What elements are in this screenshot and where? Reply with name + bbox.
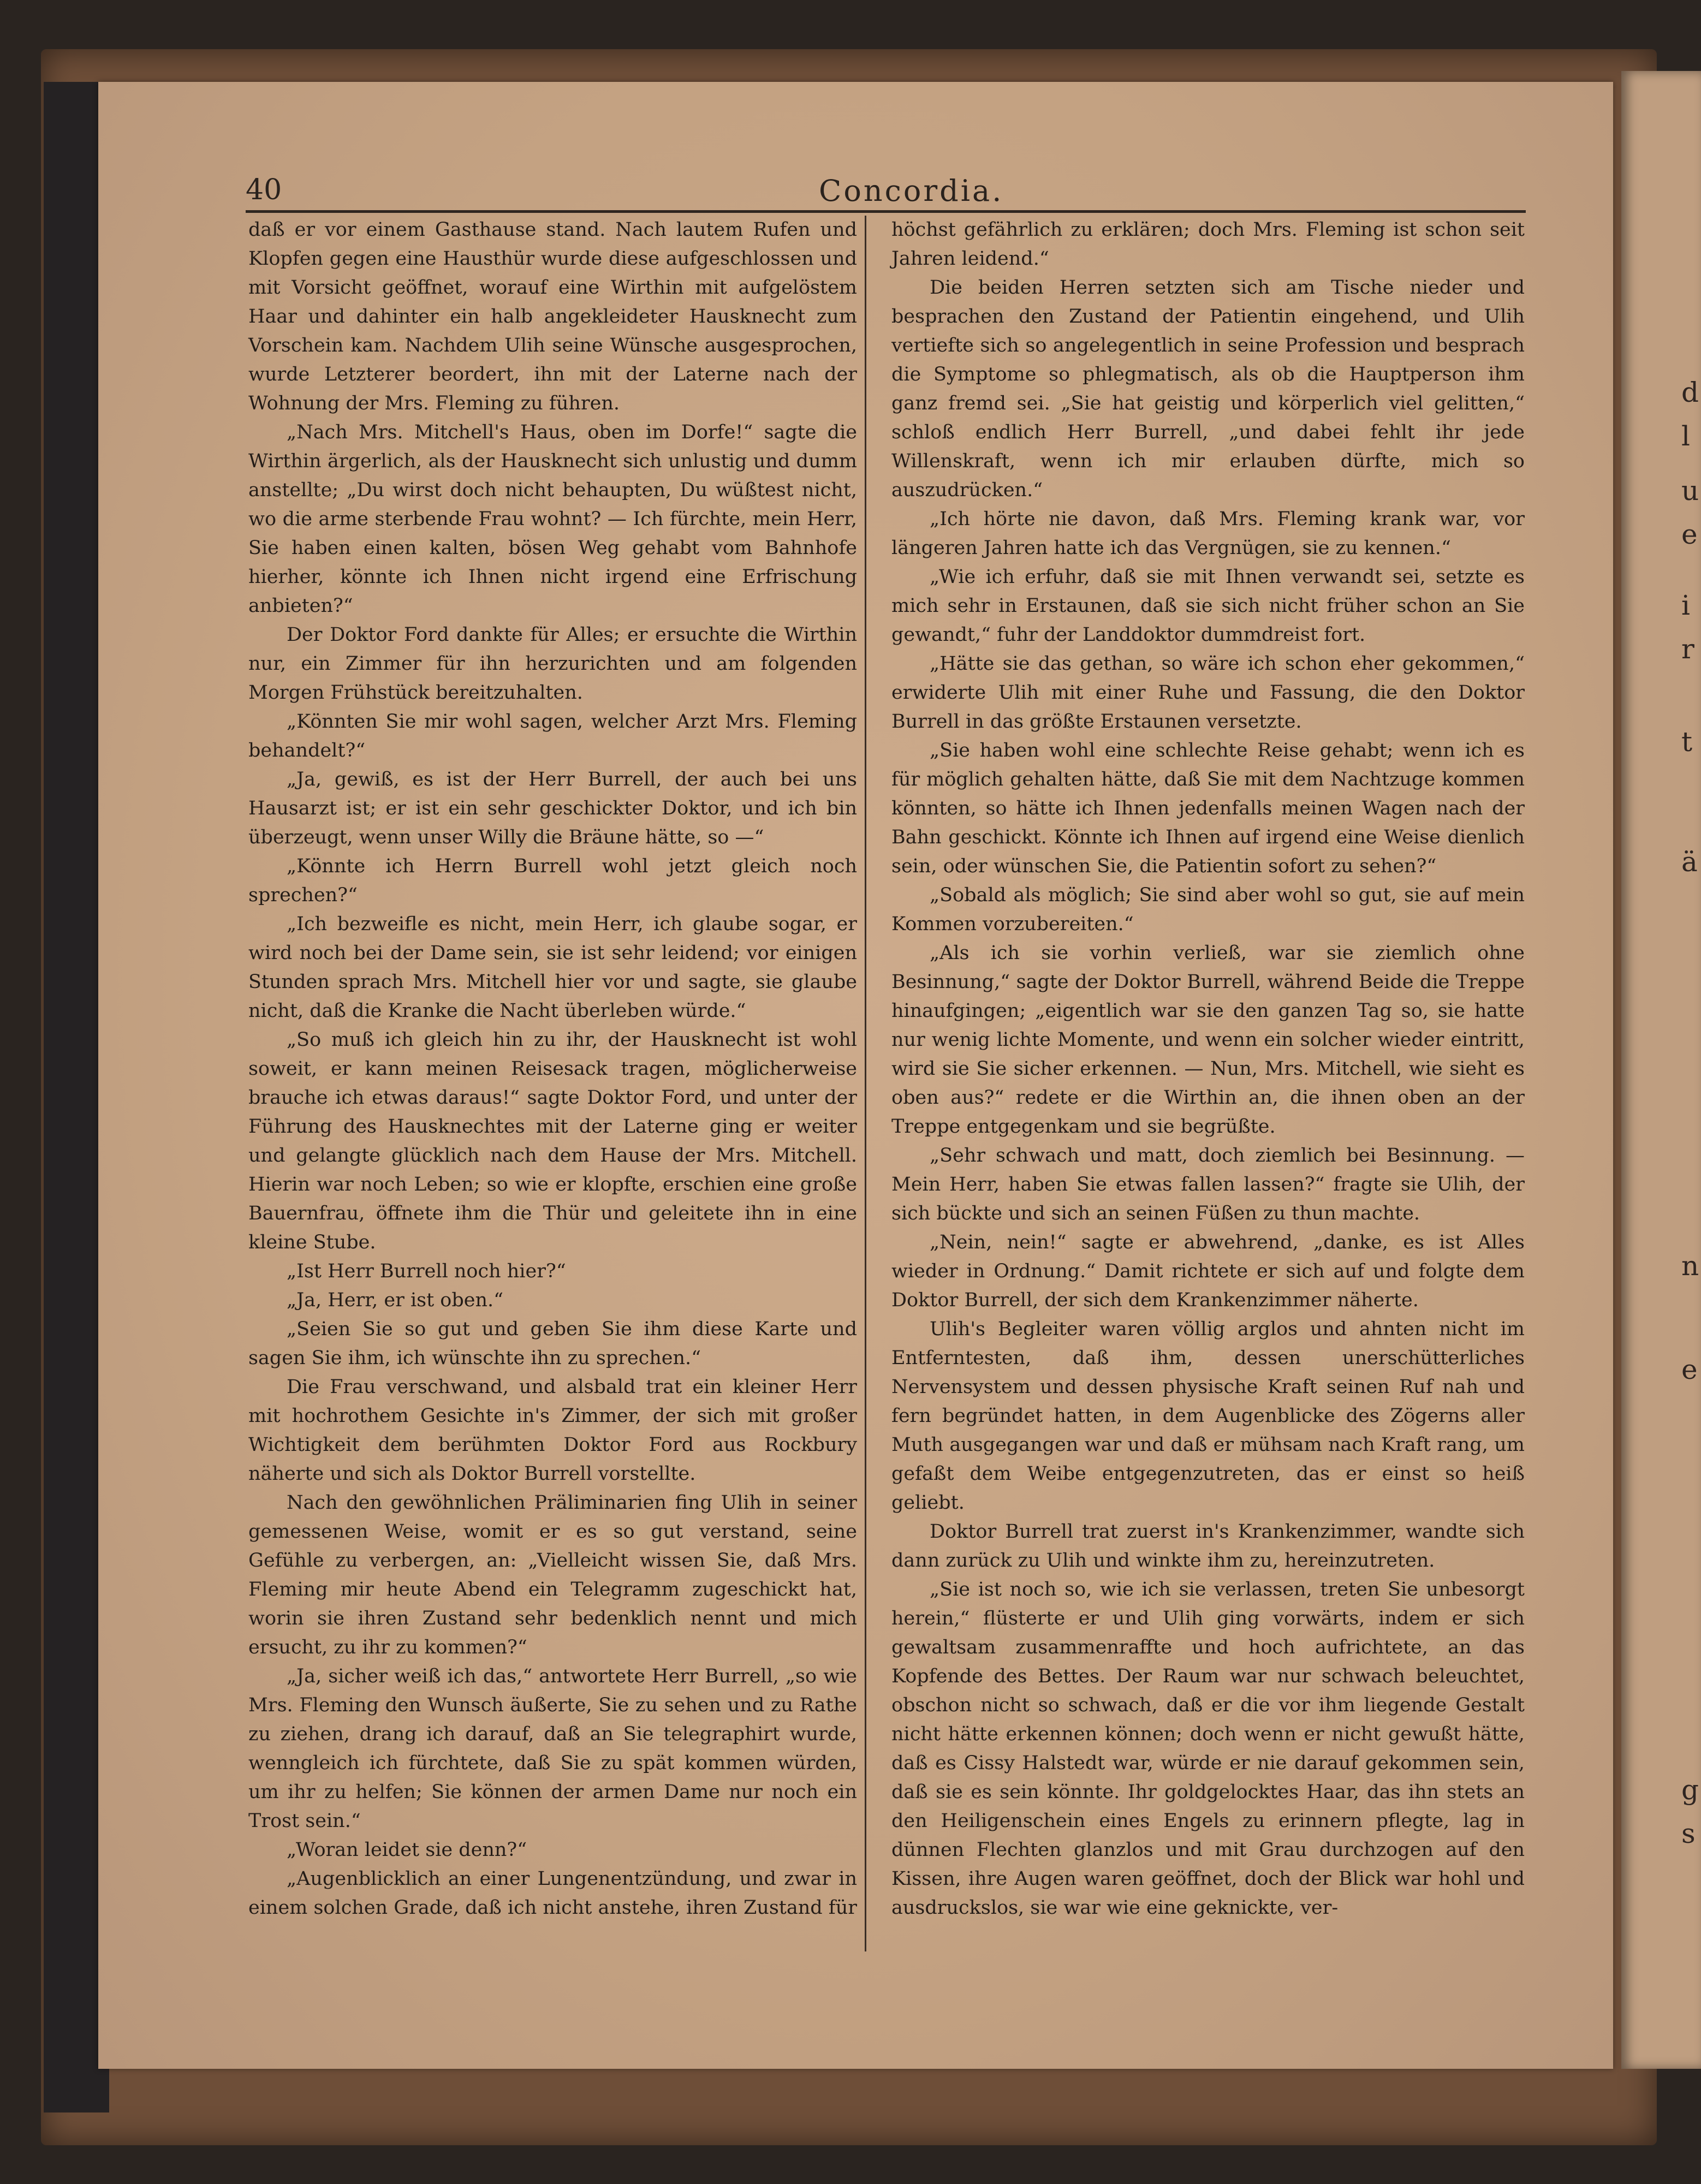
adjacent-page-glyph: t (1681, 726, 1693, 758)
paragraph: Die Frau verschwand, und alsbald trat ein kleiner Herr mit hochrothem Gesichte in's Zimmer, der sich mit großer Wichtigkeit dem berühmten Doktor Ford aus Rockbury näherte und sich als Doktor Burrell vorstellte. (248, 1376, 857, 1485)
paragraph: „Ich bezweifle es nicht, mein Herr, ich glaube sogar, er wird noch bei der Dame sein, sie ist sehr leidend; vor einigen Stunden sprach Mrs. Mitchell hier vor und sagte, sie glaube nicht, daß die Kranke die Nacht überleben würde.“ (248, 913, 857, 1022)
adjacent-page-glyph: n (1681, 1250, 1699, 1282)
paragraph: „Sie haben wohl eine schlechte Reise gehabt; wenn ich es für möglich gehalten hätte, daß Sie mit dem Nachtzuge kommen könnten, so hätte ich Ihnen jedenfalls meinen Wagen nach der Bahn geschickt. Könnte ich Ihnen auf irgend eine Weise dienlich sein, oder wünschen Sie, die Patientin sofort zu sehen?“ (891, 740, 1525, 877)
paragraph: Nach den gewöhnlichen Präliminarien fing Ulih in seiner gemessenen Weise, womit er es so gut verstand, seine Gefühle zu verbergen, an: „Vielleicht wissen Sie, daß Mrs. Fleming mir heute Abend ein Telegramm zugeschickt hat, worin sie ihren Zustand sehr bedenklich nennt und mich ersucht, zu ihr zu kommen?“ (248, 1492, 857, 1658)
paragraph: „Ich hörte nie davon, daß Mrs. Fleming krank war, vor längeren Jahren hatte ich das Vergnügen, sie zu kennen.“ (891, 508, 1525, 559)
paragraph: „Wie ich erfuhr, daß sie mit Ihnen verwandt sei, setzte es mich sehr in Erstaunen, daß sie sich nicht früher schon an Sie gewandt,“ fuhr der Landdoktor dummdreist fort. (891, 566, 1525, 646)
paragraph: „Nach Mrs. Mitchell's Haus, oben im Dorfe!“ sagte die Wirthin ärgerlich, als der Hausknecht sich unlustig und dumm anstellte; „Du wirst doch nicht behaupten, Du wüßtest nicht, wo die arme sterbende Frau wohnt? — Ich fürchte, mein Herr, Sie haben einen kalten, bösen Weg gehabt vom Bahnhofe hierher, könnte ich Ihnen nicht irgend eine Erfrischung anbieten?“ (248, 421, 857, 617)
adjacent-page-glyph: r (1681, 633, 1694, 665)
adjacent-page-glyph: u (1681, 475, 1699, 507)
adjacent-page-glyph: i (1681, 590, 1690, 621)
paragraph: „Sehr schwach und matt, doch ziemlich bei Besinnung. — Mein Herr, haben Sie etwas fallen lassen?“ fragte sie Ulih, der sich bückte und sich an seinen Füßen zu thun machte. (891, 1145, 1525, 1224)
paragraph: „Seien Sie so gut und geben Sie ihm diese Karte und sagen Sie ihm, ich wünschte ihn zu sprechen.“ (248, 1318, 857, 1369)
left-column (248, 216, 857, 1923)
paragraph: „Woran leidet sie denn?“ (287, 1839, 527, 1861)
column-divider (865, 216, 866, 1951)
paragraph: „Hätte sie das gethan, so wäre ich schon eher gekommen,“ erwiderte Ulih mit einer Ruhe und Fassung, die den Doktor Burrell in das größte Erstaunen versetzte. (891, 653, 1525, 733)
adjacent-page-glyph: e (1681, 1354, 1698, 1385)
paragraph: höchst gefährlich zu erklären; doch Mrs. Fleming ist schon seit Jahren leidend.“ (891, 219, 1525, 270)
paragraph: „Nein, nein!“ sagte er abwehrend, „danke, es ist Alles wieder in Ordnung.“ Damit richtete er sich auf und folgte dem Doktor Burrell, der sich dem Krankenzimmer näherte. (891, 1231, 1525, 1311)
paragraph: Die beiden Herren setzten sich am Tische nieder und besprachen den Zustand der Patientin eingehend, und Ulih vertiefte sich so angelegentlich in seine Profession und besprach die Symptome so phlegmatisch, als ob die Hauptperson ihm ganz fremd sei. „Sie hat geistig und körperlich viel gelitten,“ schloß endlich Herr Burrell, „und dabei fehlt ihr jede Willenskraft, wenn ich mir erlauben dürfte, mich so auszudrücken.“ (891, 277, 1525, 501)
paragraph: Ulih's Begleiter waren völlig arglos und ahnten nicht im Entferntesten, daß ihm, dessen unerschütterliches Nervensystem und dessen physische Kraft seinen Ruf nah und fern begründet hatten, in dem Augenblicke des Zögerns aller Muth ausgegangen war und daß er mühsam nach Kraft rang, um gefaßt dem Weibe entgegenzutreten, das er einst so heiß geliebt. (891, 1318, 1525, 1514)
paragraph: „So muß ich gleich hin zu ihr, der Hausknecht ist wohl soweit, er kann meinen Reisesack tragen, möglicherweise brauche ich etwas daraus!“ sagte Doktor Ford, und unter der Führung des Hausknechtes mit der Laterne ging er weiter und gelangte glücklich nach dem Hause der Mrs. Mitchell. Hierin war noch Leben; so wie er klopfte, erschien eine große Bauernfrau, öffnete ihm die Thür und geleitete ihn in eine kleine Stube. (248, 1029, 857, 1253)
adjacent-page-glyph: e (1681, 519, 1698, 550)
paragraph: „Ja, Herr, er ist oben.“ (287, 1289, 504, 1311)
adjacent-page-glyph: ä (1681, 846, 1698, 878)
paragraph: „Könnte ich Herrn Burrell wohl jetzt gleich noch sprechen?“ (248, 855, 857, 906)
adjacent-page-glyph: d (1681, 377, 1699, 408)
adjacent-page-glyph: g (1681, 1774, 1699, 1806)
adjacent-page-glyph: s (1681, 1818, 1696, 1849)
paragraph: „Ja, sicher weiß ich das,“ antwortete Herr Burrell, „so wie Mrs. Fleming den Wunsch äußerte, Sie zu sehen und zu Rathe zu ziehen, drang ich darauf, daß an Sie telegraphirt wurde, wenngleich ich fürchtete, daß Sie zu spät kommen würden, um ihr zu helfen; Sie können der armen Dame nur noch ein Trost sein.“ (248, 1665, 857, 1832)
right-column (891, 216, 1525, 1923)
paragraph: „Als ich sie vorhin verließ, war sie ziemlich ohne Besinnung,“ sagte der Doktor Burrell, während Beide die Treppe hinaufgingen; „eigentlich war sie den ganzen Tag so, sie hatte nur wenig lichte Momente, und wenn ein solcher wieder eintritt, wird sie Sie sicher erkennen. — Nun, Mrs. Mitchell, wie sieht es oben aus?“ redete er die Wirthin an, die ihnen oben an der Treppe entgegenkam und sie begrüßte. (891, 942, 1525, 1138)
paragraph: „Augenblicklich an einer Lungenentzündung, und zwar in einem solchen Grade, daß ich nicht anstehe, ihren Zustand für (248, 1868, 858, 1919)
paragraph: „Ist Herr Burrell noch hier?“ (287, 1260, 566, 1282)
page-number: 40 (246, 174, 282, 206)
paragraph: „Sobald als möglich; Sie sind aber wohl so gut, sie auf mein Kommen vorzubereiten.“ (891, 884, 1525, 935)
adjacent-page-edge (1621, 71, 1701, 2069)
paragraph: „Ja, gewiß, es ist der Herr Burrell, der auch bei uns Hausarzt ist; er ist ein sehr geschickter Doktor, und ich bin überzeugt, wenn unser Willy die Bräune hätte, so —“ (248, 769, 857, 848)
paragraph: „Könnten Sie mir wohl sagen, welcher Arzt Mrs. Fleming behandelt?“ (248, 711, 857, 761)
adjacent-page-glyph: l (1681, 420, 1690, 452)
paragraph: „Sie ist noch so, wie ich sie verlassen, treten Sie unbesorgt herein,“ flüsterte er und Ulih ging vorwärts, indem er sich gewaltsam zusammenraffte und hoch aufrichtete, an das Kopfende des Bettes. Der Raum war nur schwach beleuchtet, obschon nicht so schwach, daß er die vor ihm liegende Gestalt nicht hätte erkennen können; doch wenn er nicht gewußt hätte, daß es Cissy Halstedt war, würde er nie darauf gekommen sein, daß sie es sein könnte. Ihr goldgelocktes Haar, das ihn stets an den Heiligenschein eines Engels zu erinnern pflegte, lag in dünnen Flechten glanzlos und mit Grau durchzogen auf den Kissen, ihre Augen waren geöffnet, doch der Blick war hohl und ausdruckslos, sie war wie eine geknickte, ver- (891, 1579, 1525, 1919)
paragraph: Der Doktor Ford dankte für Alles; er ersuchte die Wirthin nur, ein Zimmer für ihn herzurichten und am folgenden Morgen Frühstück bereitzuhalten. (248, 624, 857, 704)
journal-title: Concordia. (819, 174, 1004, 208)
paragraph: daß er vor einem Gasthause stand. Nach lautem Rufen und Klopfen gegen eine Hausthür wurde diese aufgeschlossen und mit Vorsicht geöffnet, worauf eine Wirthin mit aufgelöstem Haar und dahinter ein halb angekleideter Hausknecht zum Vorschein kam. Nachdem Ulih seine Wünsche ausgesprochen, wurde Letzterer beordert, ihn mit der Laterne nach der Wohnung der Mrs. Fleming zu führen. (248, 219, 857, 414)
header-rule (246, 210, 1526, 213)
paragraph: Doktor Burrell trat zuerst in's Krankenzimmer, wandte sich dann zurück zu Ulih und winkte ihm zu, hereinzutreten. (891, 1521, 1525, 1572)
